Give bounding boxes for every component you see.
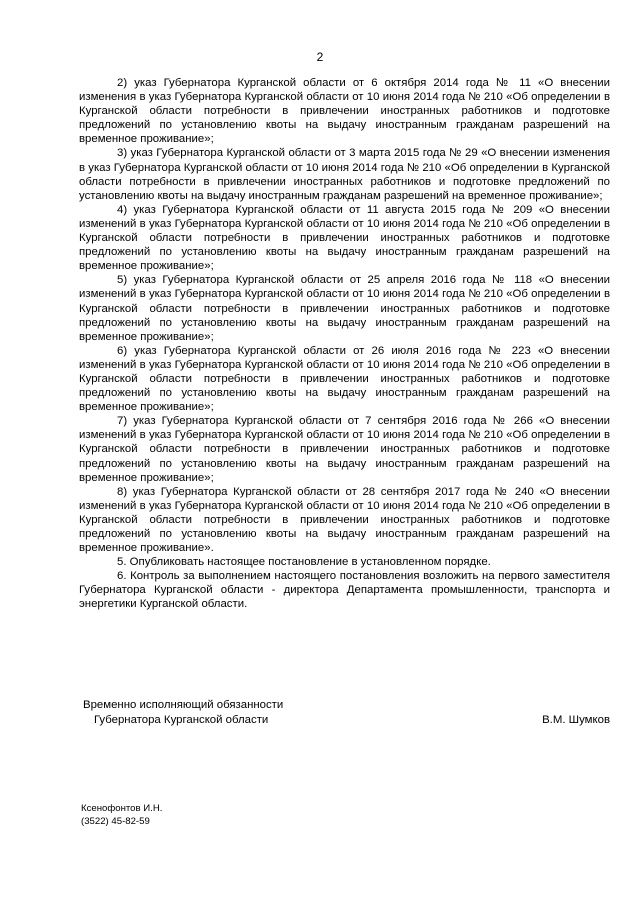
paragraph-item-2: 2) указ Губернатора Курганской области от 6 октября 2014 года № 11 «О внесении изменения в указ Губернатора Курганской области от 10 июня 2014 года № 210 «Об определении в Курганской области потребности в привлечении иностранных работников и подготовке предложений по установлению квоты на выдачу иностранным гражданам разрешений на временное проживание»; <box>79 77 610 146</box>
document-body <box>79 76 610 612</box>
signatory-title-line2: Губернатора Курганской области <box>94 713 269 726</box>
paragraph-item-7: 7) указ Губернатора Курганской области от 7 сентября 2016 года № 266 «О внесении изменений в указ Губернатора Курганской области от 10 июня 2014 года № 210 «Об определении в Курганской области потребности в привлечении иностранных работников и подготовке предложений по установлению квоты на выдачу иностранным гражданам разрешений на временное проживание»; <box>79 415 610 484</box>
paragraph-item-5: 5) указ Губернатора Курганской области от 25 апреля 2016 года № 118 «О внесении изменений в указ Губернатора Курганской области от 10 июня 2014 года № 210 «Об определении в Курганской области потребности в привлечении иностранных работников и подготовке предложений по установлению квоты на выдачу иностранным гражданам разрешений на временное проживание»; <box>79 274 610 343</box>
signature-block <box>79 698 610 727</box>
paragraph-item-3: 3) указ Губернатора Курганской области от 3 марта 2015 года № 29 «О внесении изменения в указ Губернатора Курганской области от 10 июня 2014 года № 210 «Об определении в Курганской области потребности в привлечении иностранных работников и подготовке предложений по установлению квоты на выдачу иностранным гражданам разрешений на временное проживание»; <box>79 147 610 202</box>
executor-name: Ксенофонтов И.Н. <box>81 803 163 814</box>
executor-contact <box>81 803 162 828</box>
signatory-name: В.М. Шумков <box>542 713 610 726</box>
paragraph-item-6: 6) указ Губернатора Курганской области от 26 июля 2016 года № 223 «О внесении изменений в указ Губернатора Курганской области от 10 июня 2014 года № 210 «Об определении в Курганской области потребности в привлечении иностранных работников и подготовке предложений по установлению квоты на выдачу иностранным гражданам разрешений на временное проживание»; <box>79 344 610 414</box>
paragraph-control: 6. Контроль за выполнением настоящего постановления возложить на первого заместителя Губернатора Курганской области - директора Департамента промышленности, транспорта и энергетики Курганской области. <box>79 570 610 611</box>
executor-phone: (3522) 45-82-59 <box>81 815 150 827</box>
paragraph-publish: 5. Опубликовать настоящее постановление в установленном порядке. <box>117 556 491 569</box>
paragraph-item-4: 4) указ Губернатора Курганской области от 11 августа 2015 года № 209 «О внесении изменений в указ Губернатора Курганской области от 10 июня 2014 года № 210 «Об определении в Курганской области потребности в привлечении иностранных работников и подготовке предложений по установлению квоты на выдачу иностранным гражданам разрешений на временное проживание»; <box>79 203 610 273</box>
page-number: 2 <box>316 50 324 64</box>
paragraph-item-8: 8) указ Губернатора Курганской области от 28 сентября 2017 года № 240 «О внесении изменений в указ Губернатора Курганской области от 10 июня 2014 года № 210 «Об определении в Курганской области потребности в привлечении иностранных работников и подготовке предложений по установлению квоты на выдачу иностранным гражданам разрешений на временное проживание». <box>79 485 610 555</box>
signatory-title-line1: Временно исполняющий обязанности <box>83 699 284 711</box>
